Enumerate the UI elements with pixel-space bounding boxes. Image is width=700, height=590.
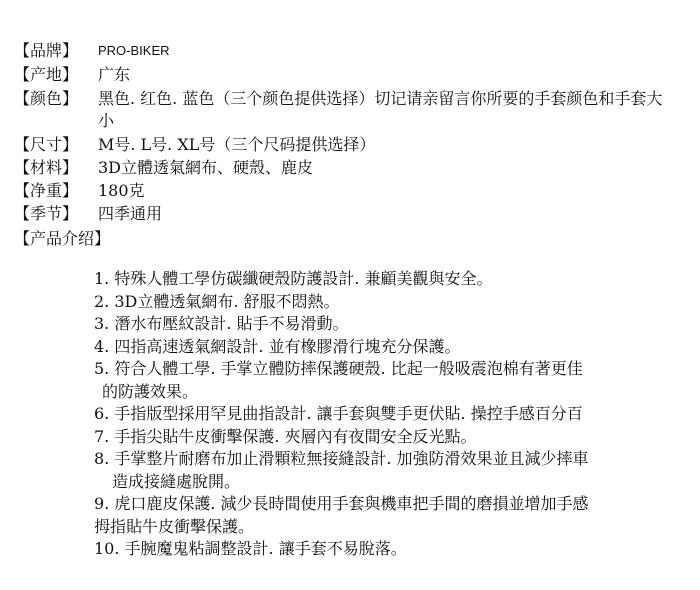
feature-item xyxy=(94,358,674,403)
feature-text: 7. 手指尖貼牛皮衝擊保護. 夾層內有夜間安全反光點。 xyxy=(94,426,477,446)
feature-item xyxy=(94,291,674,314)
spec-brand-value: PRO-BIKER xyxy=(98,43,170,58)
feature-item xyxy=(94,268,674,291)
spec-size-value: M号. L号. XL号（三个尺码提供选择） xyxy=(98,135,376,154)
feature-text-continued: 的防護效果。 xyxy=(102,381,199,401)
feature-item xyxy=(94,426,674,449)
feature-text: 2. 3D立體透氣網布. 舒服不悶熱。 xyxy=(94,291,340,311)
spec-origin xyxy=(14,64,130,86)
feature-text: 10. 手腕魔鬼粘調整設計. 讓手套不易脫落。 xyxy=(94,539,407,558)
spec-color xyxy=(14,88,678,132)
feature-text: 1. 特殊人體工學仿碳纖硬殼防護設計. 兼顧美觀與安全。 xyxy=(94,269,493,288)
spec-material xyxy=(14,157,313,179)
feature-list xyxy=(94,268,674,561)
feature-item xyxy=(94,336,674,359)
spec-material-label: 【材料】 xyxy=(14,158,79,177)
spec-season xyxy=(14,203,162,225)
spec-color-label: 【颜色】 xyxy=(14,89,79,108)
spec-brand xyxy=(14,40,170,62)
feature-item xyxy=(94,493,674,538)
feature-text: 3. 潛水布壓紋設計. 貼手不易滑動。 xyxy=(94,314,349,333)
feature-text: 8. 手掌整片耐磨布加止滑顆粒無接縫設計. 加強防滑效果並且減少摔車 xyxy=(94,449,589,468)
spec-weight xyxy=(14,180,145,202)
spec-season-label: 【季节】 xyxy=(14,204,79,223)
feature-item xyxy=(94,403,674,426)
spec-season-value: 四季通用 xyxy=(98,204,163,223)
spec-weight-value: 180克 xyxy=(98,181,145,200)
spec-origin-label: 【产地】 xyxy=(14,65,79,84)
feature-item xyxy=(94,313,674,336)
feature-text: 6. 手指版型採用罕見曲指設計. 讓手套與雙手更伏貼. 操控手感百分百 xyxy=(94,404,583,423)
spec-color-value: 黑色. 红色. 蓝色（三个颜色提供选择）切记请亲留言你所要的手套颜色和手套大小 xyxy=(98,89,663,130)
feature-item xyxy=(94,448,674,493)
spec-size-label: 【尺寸】 xyxy=(14,135,79,154)
spec-material-value: 3D立體透氣網布、硬殼、鹿皮 xyxy=(98,158,314,177)
feature-text: 5. 符合人體工學. 手掌立體防摔保護硬殼. 比起一般吸震泡棉有著更佳 xyxy=(94,359,583,378)
feature-text-continued: 造成接縫處脫開。 xyxy=(112,471,241,491)
spec-origin-value: 广东 xyxy=(98,65,131,84)
feature-text: 9. 虎口鹿皮保護. 減少長時間使用手套與機車把手間的磨損並增加手感 xyxy=(94,494,589,513)
spec-weight-label: 【净重】 xyxy=(14,181,79,200)
feature-text: 4. 四指高速透氣網設計. 並有橡膠滑行塊充分保護。 xyxy=(94,336,461,356)
intro-heading: 【产品介绍】 xyxy=(14,229,111,248)
feature-item xyxy=(94,538,674,561)
feature-text-continued: 拇指貼牛皮衝擊保護。 xyxy=(94,516,255,536)
spec-size xyxy=(14,134,375,156)
spec-brand-label: 【品牌】 xyxy=(14,41,79,60)
